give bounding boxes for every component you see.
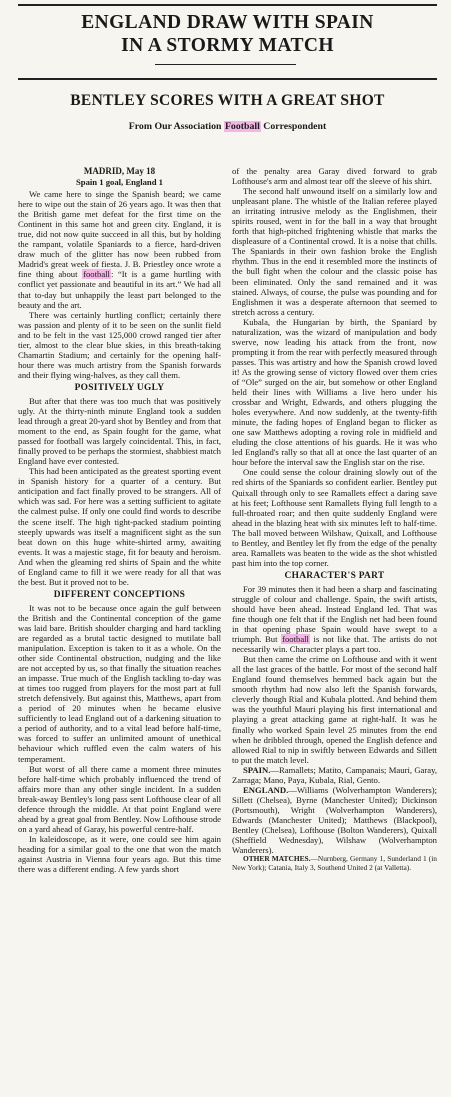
paragraph: But after that there was too much that was positively ugly. At the thirty-ninth minute England took a sudden lead through a great 20-yard shot by Bentley and from that moment to the end, as Spain fought for the game, what passed for football was largely coincidental. This, in fact, finally proved to be perhaps the stormiest, shabbiest match England have ever contested. [18, 395, 221, 467]
paragraph-text: is not like that. The artists do not necessarily win. Character plays a part too. [232, 634, 437, 655]
score-line: Spain 1 goal, England 1 [75, 177, 163, 187]
paragraph: of the penalty area Garay dived forward to grab Lofthouse's arm and almost tear off the sleeve of his shirt. [232, 166, 437, 187]
team-label: ENGLAND. [243, 784, 289, 795]
paragraph [232, 584, 437, 654]
highlighted-word: football [83, 269, 110, 280]
paragraph-text: We came here to singe the Spanish beard; we came here to wipe out the stain of 26 years ago. It was then that the British game met defeat for the first time on the Continent in this same hot and green city. England, it is true, did not now quite succeed in all this, but by holding the rampant, volatile Spaniards to a fierce, hard-driven draw much of the glitter has now been rubbed from Madrid's great week of fiesta. J. B. Priestley once wrote a fine thing about [18, 189, 221, 280]
headline-divider [155, 64, 296, 65]
byline-prefix: From Our Association [128, 121, 224, 132]
other-matches-text: —Nurnberg, Germany 1, Sunderland 1 (in New York); Catania, Italy 3, Southend United 2 (at Valletta). [232, 854, 437, 872]
paragraph-text: For 39 minutes then it had been a sharp and fascinating struggle of colour and challenge. Spain, the swift artists, should have been ahead. Instead England led. That was fine though one felt that if the English net had been found in that opening phase Spain would have swept to a triumph. But [232, 583, 437, 645]
paragraph: One could sense the colour draining slowly out of the red shirts of the Spaniards so confident earlier. Bentley put Quixall through only to see Ramallets effect a daring save at his feet; Lofthouse sent Ramallets flying full length to a full-throated roar; and then quite suddenly England were ahead in the blazing heat with six minutes left to half-time. The ball moved between Wilshaw, Quixall, and Lofthouse to Bentley, and Bentley let fly from the edge of the penalty area. Ramallets was beaten to the wide as the shot whistled past him into the top corner. [232, 467, 437, 568]
paragraph: This had been anticipated as the greatest sporting event in Spanish history for a quarter of a century. But anticipation and fact finally proved to be strangers. All of which was sad. For here was a setting sufficient to agitate the calmest pulse. If only one could find words to describe the scene itself. The high tight-packed stadium pointing steeply upwards was itself a magnificent sight as the sun beat down on this huge white-shirted army, awaiting events. It was a majestic stage, fit for beauty and heroism. And when the gleaming red shirts of Spain and the white of England came to fill it we were ready for all that was the best. But it proved not to be. [18, 466, 221, 587]
top-rule [18, 4, 437, 6]
section-heading: CHARACTER'S PART [284, 570, 385, 581]
paragraph: There was certainly hurtling conflict; certainly there was passion and plenty of it to be seen on the sunlit field and to be felt in the vast 125,000 crowd ranged tier after tier, almost to the clear blue skies, in this breath-taking Chamartin Stadium; and certainly for the opening half-hour there was much artistry from the Spanish forwards and their flying wing-halves, as they call them. [18, 309, 221, 380]
paragraph-text: : “It is a game hurtling with conflict yet passionate and beautiful in its art.” We had all that to-day but unhappily the least part belonged to the beauty and the art. [18, 269, 221, 310]
byline-suffix: Correspondent [260, 121, 327, 132]
paragraph: But worst of all there came a moment three minutes before half-time which probably influenced the trend of affairs more than any other single incident. In a sudden break-away Bentley's long pass sent Lofthouse clear of all defence through the middle. At that point England were ahead by a great goal from Bentley. Now Lofthouse strode on a yard ahead of Garay, his powerful centre-half. [18, 763, 221, 834]
highlighted-word: football [282, 634, 309, 645]
paragraph: Kubala, the Hungarian by birth, the Spaniard by naturalization, was the wizard of manipulation and body swerve, now leading his attack from the front, now prompting it from the rear with perfectly measured through passes. This was artistry and how the Spanish crowd loved it! As the growing sense of victory flowed over them cries of “Ole” surged on the air, but somehow or other England held their lines with Williams a live hero under his crossbar and Wright, Edwards, and others plugging the holes everywhere. And now suddenly, at the twenty-fifth minute, the fading hopes of England began to flicker as one saw Matthews adopting a roving role in midfield and eluding the close attentions of his guards. He it was who led England's rally so that all at once the last quarter of an hour before the interval saw the English star on the rise. [232, 316, 437, 468]
section-heading: DIFFERENT CONCEPTIONS [53, 589, 186, 600]
paragraph: But then came the crime on Lofthouse and with it went all the last graces of the battle. For most of the second half England found themselves hemmed back again but the smooth rhythm had now also left the Spanish forwards, cleverly though Rial and Kubala plotted. And behind them was the youthful Mauri playing his first international and playing a great attacking game at right-half. It was he finally who worked Spain level 25 minutes from the end when he dribbled through, opened the English defence and allowed Rial to nip in swiftly between Edwards and Sillett to put the match level. [232, 654, 437, 765]
paragraph [18, 189, 221, 310]
dateline: MADRID, May 18 [83, 166, 156, 176]
other-matches-label: OTHER MATCHES. [243, 854, 311, 864]
subheadline: BENTLEY SCORES WITH A GREAT SHOT [70, 92, 385, 109]
left-column [18, 166, 221, 1092]
byline-highlight: Football [224, 121, 260, 132]
byline [18, 121, 437, 132]
paragraph: It was not to be because once again the gulf between the British and the Continental conception of the game was laid bare. British shoulder charging and hard tackling are regarded as a brutal tactic designed to mutilate ball manipulation. Exception is taken to it as a whole. On the other side Continental obstruction, nudging and the like are not accepted by us, so that finally the situation reaches an impasse. True much of the English tackling to-day was at times too rugged from players for the most part at full stretch defensively. But against this, Matthews, apart from a period of 20 minutes when he became elusive sufficiently to lead England out of a darkening situation to a period of authority, and to a vital lead before half-time, was forced to suffer an unlimited amount of unethical behaviour which ruffled even the calm waters of his temperament. [18, 602, 221, 764]
team-lineup: —Williams (Wolverhampton Wanderers); Sillett (Chelsea), Byrne (Manchester United); Dickinson (Portsmouth), Wright (Wolverhampton Wanderers), Edwards (Manchester United); Matthews (Blackpool), Bentley (Chelsea), Lofthouse (Bolton Wanderers), Quixall (Sheffield Wednesday), Wilshaw (Wolverhampton Wanderers). [232, 784, 437, 856]
team-spain [232, 765, 437, 785]
paragraph: The second half unwound itself on a similarly low and unpleasant plane. The whistle of the Italian referee played an irritating intrusive melody as the Englishmen, their spirits roused, went in for the ball in a way that brought forth that high-pitched frightening whistle that marks the displeasure of a Continental crowd. It is a noise that chills. The Spaniards in their own fashion broke the English rhythm. Thus in the end it resembled more the instincts of the bull fight when the colour and the classic poise has been eliminated. Only the sand remained and it was stained. Always, of course, the pulse was pounding and for Englishmen it was a desperate afternoon that seemed to stretch across a century. [232, 186, 437, 317]
team-label: SPAIN. [243, 764, 271, 775]
headline-line-2: IN A STORMY MATCH [121, 35, 334, 56]
paragraph: In kaleidoscope, as it were, one could see him again heading for a similar goal to the one that won the match against Austria in Vienna four years ago. But this time there was a different ending. A few yards short [18, 833, 221, 875]
section-rule [18, 78, 437, 80]
team-england [232, 785, 437, 855]
team-lineup: —Ramallets; Matito, Campanais; Mauri, Garay, Zarraga; Mano, Paya, Kubala, Rial, Gento. [232, 764, 437, 785]
other-matches [232, 855, 437, 872]
headline-line-1: ENGLAND DRAW WITH SPAIN [81, 12, 374, 33]
section-heading: POSITIVELY UGLY [74, 382, 165, 393]
right-column [232, 166, 437, 1092]
